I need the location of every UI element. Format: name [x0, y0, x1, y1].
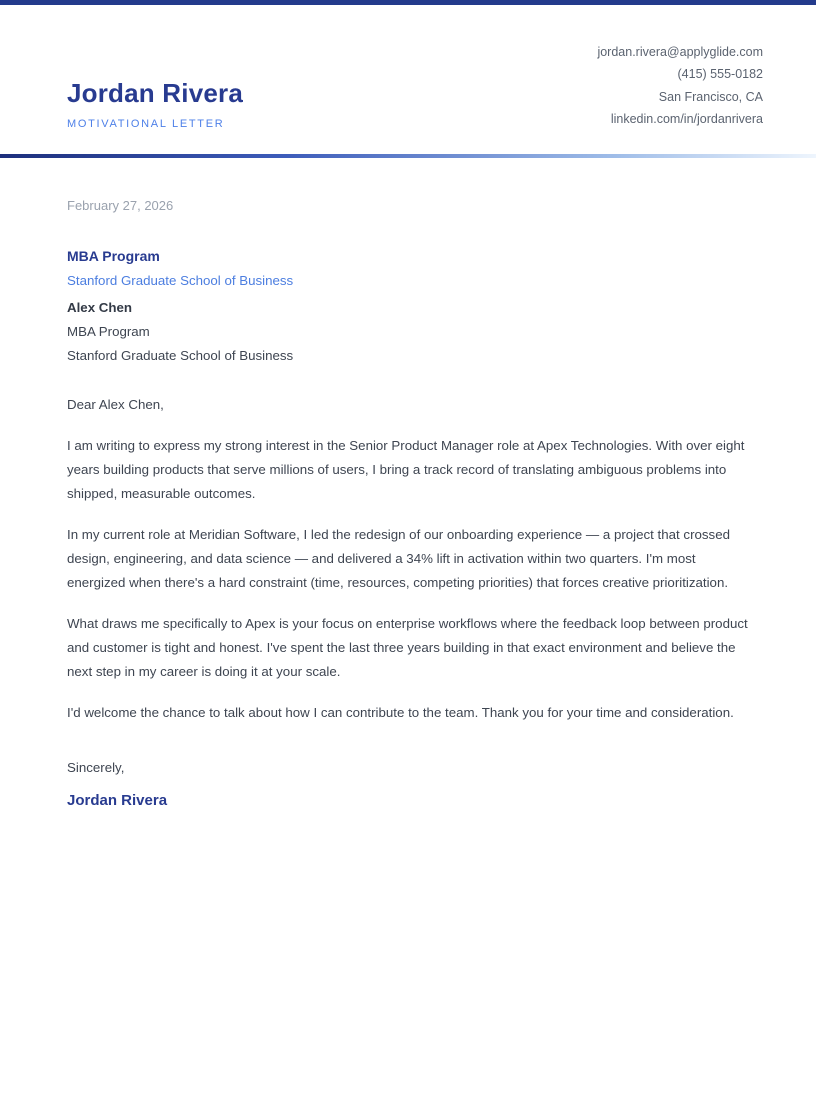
signature-name: Jordan Rivera — [67, 792, 168, 810]
document-type-label: MOTIVATIONAL LETTER — [67, 118, 225, 131]
contact-linkedin: linkedin.com/in/jordanrivera — [610, 111, 763, 126]
letter-paragraph: I'd welcome the chance to talk about how I can contribute to the team. Thank you for your time and consideration. — [67, 705, 734, 721]
recipient-contact-role: MBA Program — [67, 324, 150, 340]
closing-line: Sincerely, — [67, 760, 125, 776]
recipient-block — [67, 249, 756, 363]
contact-location: San Francisco, CA — [658, 89, 763, 104]
contact-phone: (415) 555-0182 — [677, 67, 763, 82]
letter-paragraph: I am writing to express my strong interest in the Senior Product Manager role at Apex Technologies. With over eight years building products that serve millions of users, I bring a track record of translating ambiguous problems into shipped, measurable outcomes. — [67, 438, 745, 502]
letter-header — [0, 5, 816, 154]
recipient-school: Stanford Graduate School of Business — [67, 273, 294, 289]
page-title: Jordan Rivera — [67, 77, 244, 108]
contact-info-block — [597, 41, 763, 130]
letter-body — [0, 158, 816, 810]
salutation: Dear Alex Chen, — [67, 397, 164, 413]
recipient-program: MBA Program — [67, 248, 160, 265]
recipient-contact-name: Alex Chen — [67, 300, 133, 316]
recipient-contact-org: Stanford Graduate School of Business — [67, 348, 294, 364]
letter-paragraph: In my current role at Meridian Software, I led the redesign of our onboarding experience — a project that crossed design, engineering, and data science — and delivered a 34% lift in activation within two quarters. I'm most energized when there's a hard constraint (time, resources, competing priorities) that forces creative prioritization. — [67, 527, 730, 591]
sender-identity — [67, 79, 243, 131]
letter-paragraph: What draws me specifically to Apex is your focus on enterprise workflows where the feedback loop between product and customer is tight and honest. I've spent the last three years building in that exact environment and believe the next step in my career is doing it at your scale. — [67, 616, 748, 680]
letter-date: February 27, 2026 — [67, 198, 174, 214]
contact-email: jordan.rivera@applyglide.com — [597, 45, 763, 59]
